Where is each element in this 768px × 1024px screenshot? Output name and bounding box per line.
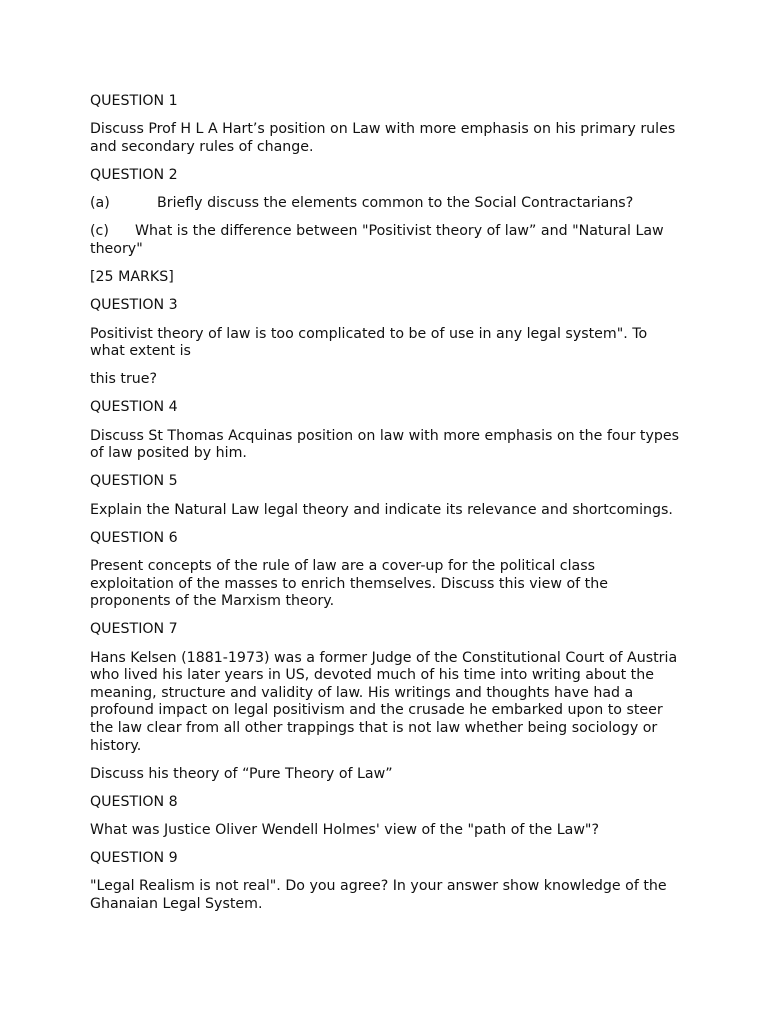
part-c-text: What is the difference between "Positivist theory of law” and "Natural Law theory" [90, 223, 664, 257]
question-3-heading: QUESTION 3 [90, 297, 178, 314]
question-2-part-c [90, 223, 680, 258]
question-6-heading: QUESTION 6 [90, 529, 178, 546]
question-6-text: Present concepts of the rule of law are a cover-up for the political class exploitation of the masses to enrich themselves. Discuss this view of the proponents of the Marxism theory. [90, 558, 608, 610]
question-7-text-1: Hans Kelsen (1881-1973) was a former Judge of the Constitutional Court of Austria who lived his later years in US, devoted much of his time into writing about the meaning, structure and validity of law. His writings and thoughts have had a profound impact on legal positivism and the crusade he embarked upon to steer the law clear from all other trappings that is not law whether being sociology or history. [90, 649, 678, 754]
question-8-heading: QUESTION 8 [90, 793, 178, 810]
question-5-heading: QUESTION 5 [90, 473, 178, 490]
question-2-part-a [90, 195, 680, 213]
question-1-text: Discuss Prof H L A Hart’s position on Law with more emphasis on his primary rules and secondary rules of change. [90, 121, 676, 155]
part-c-label: (c) [90, 223, 109, 240]
part-a-label: (a) [90, 195, 110, 212]
question-9-text: "Legal Realism is not real". Do you agree? In your answer show knowledge of the Ghanaian Legal System. [90, 878, 667, 913]
question-1-heading: QUESTION 1 [90, 93, 178, 109]
question-9-heading: QUESTION 9 [90, 850, 178, 867]
question-4-text: Discuss St Thomas Acquinas position on law with more emphasis on the four types of law posited by him. [90, 427, 680, 462]
question-4-heading: QUESTION 4 [90, 399, 178, 416]
question-3-text-2: this true? [90, 371, 158, 388]
question-3-text-1: Positivist theory of law is too complicated to be of use in any legal system". To what extent is [90, 325, 648, 360]
document-page [90, 93, 680, 924]
question-7-heading: QUESTION 7 [90, 621, 178, 638]
question-5-text: Explain the Natural Law legal theory and indicate its relevance and shortcomings. [90, 501, 673, 518]
question-2-heading: QUESTION 2 [90, 166, 178, 183]
part-a-text: Briefly discuss the elements common to the Social Contractarians? [157, 195, 634, 212]
question-7-text-2: Discuss his theory of “Pure Theory of Law” [90, 765, 393, 782]
question-2-marks: [25 MARKS] [90, 269, 174, 286]
question-8-text: What was Justice Oliver Wendell Holmes' view of the "path of the Law"? [90, 822, 599, 839]
